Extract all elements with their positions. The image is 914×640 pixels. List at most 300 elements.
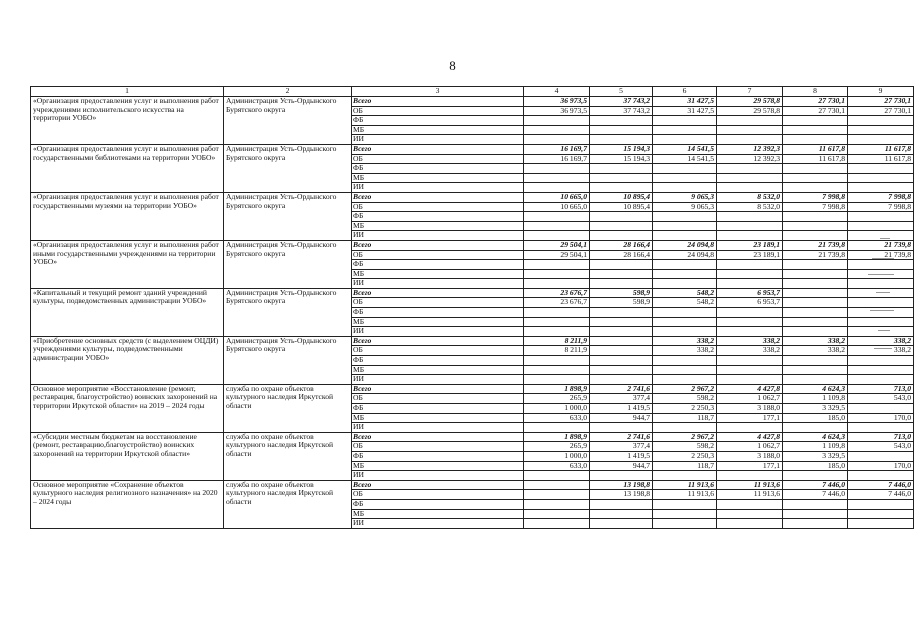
amount-cell: 598,2: [653, 394, 717, 404]
amount-cell: [848, 116, 914, 126]
amount-cell: 7 998,8: [848, 192, 914, 202]
amount-cell: [717, 221, 783, 231]
amount-cell: [653, 231, 717, 241]
amount-cell: 598,2: [653, 442, 717, 452]
amount-cell: 944,7: [590, 461, 653, 471]
amount-cell: [717, 231, 783, 241]
amount-cell: [717, 356, 783, 366]
amount-cell: 633,0: [524, 413, 590, 423]
amount-cell: [783, 509, 848, 519]
funding-source: ИИ: [352, 135, 524, 145]
measure-name: «Организация предоставления услуг и выполнения работ учреждениями исполнительского искусства на территории УОБО»: [31, 97, 224, 145]
amount-cell: [848, 423, 914, 433]
funding-source: МБ: [352, 125, 524, 135]
amount-cell: 10 895,4: [590, 192, 653, 202]
amount-cell: 28 166,4: [590, 250, 653, 260]
amount-cell: 598,9: [590, 288, 653, 298]
amount-cell: 31 427,5: [653, 106, 717, 116]
amount-cell: [653, 116, 717, 126]
table-row: [31, 480, 914, 490]
amount-cell: 1 419,5: [590, 451, 653, 461]
table-row: [31, 384, 914, 394]
amount-cell: 1 898,9: [524, 432, 590, 442]
amount-cell: [783, 356, 848, 366]
amount-cell: [783, 212, 848, 222]
funding-source: МБ: [352, 413, 524, 423]
amount-cell: [653, 260, 717, 270]
amount-cell: [524, 260, 590, 270]
amount-cell: [848, 451, 914, 461]
amount-cell: 24 094,8: [653, 240, 717, 250]
amount-cell: 11 913,6: [653, 490, 717, 500]
amount-cell: [590, 356, 653, 366]
funding-source: ОБ: [352, 442, 524, 452]
amount-cell: 2 741,6: [590, 432, 653, 442]
funding-source: ОБ: [352, 298, 524, 308]
amount-cell: [590, 173, 653, 183]
measure-name: «Субсидии местным бюджетам на восстановление (ремонт, реставрацию,благоустройство) воинских захоронений на территории Иркутской области»: [31, 432, 224, 480]
amount-cell: 23 189,1: [717, 250, 783, 260]
table-row: [31, 336, 914, 346]
funding-source: Всего: [352, 432, 524, 442]
amount-cell: 27 730,1: [783, 97, 848, 107]
funding-source: ИИ: [352, 375, 524, 385]
amount-cell: [524, 519, 590, 529]
funding-source: ФБ: [352, 499, 524, 509]
executor-name: Администрация Усть-Ордынского Бурятского округа: [224, 97, 352, 145]
amount-cell: [848, 509, 914, 519]
amount-cell: [717, 212, 783, 222]
amount-cell: [783, 173, 848, 183]
table-row: [31, 432, 914, 442]
amount-cell: [717, 317, 783, 327]
amount-cell: [653, 269, 717, 279]
amount-cell: [653, 375, 717, 385]
amount-cell: [653, 365, 717, 375]
amount-cell: 7 998,8: [783, 192, 848, 202]
amount-cell: [524, 183, 590, 193]
amount-cell: [653, 423, 717, 433]
amount-cell: 14 541,5: [653, 154, 717, 164]
amount-cell: 11 913,6: [717, 480, 783, 490]
funding-source: ФБ: [352, 451, 524, 461]
column-header: 8: [783, 87, 848, 97]
amount-cell: 9 065,3: [653, 192, 717, 202]
amount-cell: 21 739,8: [848, 240, 914, 250]
amount-cell: [590, 499, 653, 509]
amount-cell: [653, 509, 717, 519]
amount-cell: 11 617,8: [848, 144, 914, 154]
measure-name: Основное мероприятие «Сохранение объектов культурного наследия религиозного назначения» на 2020 – 2024 годы: [31, 480, 224, 528]
amount-cell: [524, 356, 590, 366]
amount-cell: 2 967,2: [653, 432, 717, 442]
amount-cell: [783, 269, 848, 279]
amount-cell: [717, 499, 783, 509]
amount-cell: 23 676,7: [524, 288, 590, 298]
amount-cell: [590, 279, 653, 289]
amount-cell: [717, 327, 783, 337]
funding-source: ОБ: [352, 346, 524, 356]
amount-cell: [783, 164, 848, 174]
amount-cell: 1 000,0: [524, 451, 590, 461]
amount-cell: [590, 509, 653, 519]
amount-cell: [653, 519, 717, 529]
amount-cell: [848, 499, 914, 509]
amount-cell: [653, 173, 717, 183]
amount-cell: [783, 308, 848, 318]
amount-cell: 2 741,6: [590, 384, 653, 394]
amount-cell: 7 446,0: [783, 480, 848, 490]
amount-cell: [524, 490, 590, 500]
amount-cell: [783, 116, 848, 126]
amount-cell: [848, 173, 914, 183]
funding-source: ИИ: [352, 327, 524, 337]
amount-cell: 8 532,0: [717, 192, 783, 202]
amount-cell: [524, 499, 590, 509]
funding-source: МБ: [352, 173, 524, 183]
amount-cell: 4 624,3: [783, 432, 848, 442]
funding-source: ФБ: [352, 212, 524, 222]
amount-cell: [653, 356, 717, 366]
amount-cell: 13 198,8: [590, 490, 653, 500]
amount-cell: 185,0: [783, 413, 848, 423]
amount-cell: 338,2: [717, 336, 783, 346]
amount-cell: 265,9: [524, 442, 590, 452]
amount-cell: [590, 519, 653, 529]
amount-cell: [848, 183, 914, 193]
amount-cell: 27 730,1: [848, 97, 914, 107]
table-row: [31, 240, 914, 250]
amount-cell: 1 062,7: [717, 442, 783, 452]
amount-cell: [717, 471, 783, 481]
amount-cell: 9 065,3: [653, 202, 717, 212]
funding-source: Всего: [352, 240, 524, 250]
amount-cell: 37 743,2: [590, 106, 653, 116]
funding-source: Всего: [352, 144, 524, 154]
amount-cell: 12 392,3: [717, 144, 783, 154]
amount-cell: 14 541,5: [653, 144, 717, 154]
funding-source: ИИ: [352, 279, 524, 289]
funding-source: МБ: [352, 317, 524, 327]
amount-cell: [524, 471, 590, 481]
column-header: 3: [352, 87, 524, 97]
header-row: [31, 87, 914, 97]
amount-cell: 29 504,1: [524, 250, 590, 260]
amount-cell: [590, 471, 653, 481]
amount-cell: [590, 183, 653, 193]
funding-source: ФБ: [352, 308, 524, 318]
amount-cell: 10 665,0: [524, 202, 590, 212]
amount-cell: 21 739,8: [848, 250, 914, 260]
amount-cell: [524, 212, 590, 222]
amount-cell: [524, 365, 590, 375]
amount-cell: 15 194,3: [590, 144, 653, 154]
column-header: 7: [717, 87, 783, 97]
amount-cell: 27 730,1: [848, 106, 914, 116]
funding-source: МБ: [352, 461, 524, 471]
amount-cell: 8 211,9: [524, 336, 590, 346]
amount-cell: [590, 212, 653, 222]
amount-cell: [783, 221, 848, 231]
amount-cell: 713,0: [848, 384, 914, 394]
amount-cell: 338,2: [717, 346, 783, 356]
amount-cell: 31 427,5: [653, 97, 717, 107]
amount-cell: 118,7: [653, 413, 717, 423]
page-number: 8: [449, 58, 456, 73]
amount-cell: [783, 375, 848, 385]
table-row: [31, 97, 914, 107]
column-header: 2: [224, 87, 352, 97]
amount-cell: [590, 269, 653, 279]
amount-cell: 29 578,8: [717, 106, 783, 116]
funding-source: Всего: [352, 384, 524, 394]
amount-cell: [783, 183, 848, 193]
amount-cell: 338,2: [783, 346, 848, 356]
amount-cell: 338,2: [653, 346, 717, 356]
amount-cell: [653, 279, 717, 289]
amount-cell: 338,2: [783, 336, 848, 346]
funding-source: ИИ: [352, 423, 524, 433]
funding-source: ИИ: [352, 183, 524, 193]
amount-cell: [783, 471, 848, 481]
amount-cell: 944,7: [590, 413, 653, 423]
amount-cell: [848, 519, 914, 529]
executor-name: служба по охране объектов культурного наследия Иркутской области: [224, 480, 352, 528]
funding-source: Всего: [352, 97, 524, 107]
amount-cell: [524, 375, 590, 385]
amount-cell: [524, 125, 590, 135]
amount-cell: [717, 164, 783, 174]
amount-cell: 11 913,6: [717, 490, 783, 500]
funding-source: Всего: [352, 192, 524, 202]
amount-cell: [590, 375, 653, 385]
column-header: 1: [31, 87, 224, 97]
amount-cell: [590, 164, 653, 174]
amount-cell: [653, 308, 717, 318]
amount-cell: 548,2: [653, 298, 717, 308]
amount-cell: 11 617,8: [783, 144, 848, 154]
amount-cell: [524, 279, 590, 289]
measure-name: «Организация предоставления услуг и выполнения работ иными государственными учреждениями на территории УОБО»: [31, 240, 224, 288]
amount-cell: 185,0: [783, 461, 848, 471]
amount-cell: 29 504,1: [524, 240, 590, 250]
funding-source: ФБ: [352, 164, 524, 174]
funding-source: ОБ: [352, 394, 524, 404]
funding-source: ФБ: [352, 116, 524, 126]
executor-name: Администрация Усть-Ордынского Бурятского округа: [224, 240, 352, 288]
amount-cell: 10 895,4: [590, 202, 653, 212]
amount-cell: [717, 269, 783, 279]
amount-cell: [717, 519, 783, 529]
amount-cell: [848, 212, 914, 222]
amount-cell: [717, 308, 783, 318]
amount-cell: 338,2: [848, 346, 914, 356]
amount-cell: [590, 327, 653, 337]
amount-cell: 4 624,3: [783, 384, 848, 394]
funding-source: ОБ: [352, 154, 524, 164]
amount-cell: [848, 471, 914, 481]
amount-cell: [783, 423, 848, 433]
amount-cell: [783, 327, 848, 337]
funding-source: МБ: [352, 365, 524, 375]
amount-cell: [717, 173, 783, 183]
measure-name: «Организация предоставления услуг и выполнения работ государственными музеями на территории УОБО»: [31, 192, 224, 240]
funding-source: МБ: [352, 221, 524, 231]
measure-name: «Приобретение основных средств (с выделением ОЦДИ) учреждениями культуры, подведомственными администрации УОБО»: [31, 336, 224, 384]
funding-source: ОБ: [352, 106, 524, 116]
amount-cell: [717, 365, 783, 375]
amount-cell: 377,4: [590, 394, 653, 404]
funding-source: ИИ: [352, 471, 524, 481]
amount-cell: 11 617,8: [848, 154, 914, 164]
amount-cell: 7 998,8: [783, 202, 848, 212]
amount-cell: 16 169,7: [524, 154, 590, 164]
amount-cell: 16 169,7: [524, 144, 590, 154]
amount-cell: 8 532,0: [717, 202, 783, 212]
funding-source: ОБ: [352, 202, 524, 212]
amount-cell: [848, 404, 914, 414]
amount-cell: 7 446,0: [848, 480, 914, 490]
amount-cell: [653, 327, 717, 337]
amount-cell: [717, 509, 783, 519]
amount-cell: 28 166,4: [590, 240, 653, 250]
amount-cell: [590, 317, 653, 327]
amount-cell: [848, 375, 914, 385]
amount-cell: 4 427,8: [717, 432, 783, 442]
funding-source: Всего: [352, 288, 524, 298]
amount-cell: 3 188,0: [717, 451, 783, 461]
amount-cell: 10 665,0: [524, 192, 590, 202]
table-row: [31, 192, 914, 202]
amount-cell: [653, 125, 717, 135]
funding-source: ОБ: [352, 250, 524, 260]
table-row: [31, 288, 914, 298]
amount-cell: [590, 116, 653, 126]
amount-cell: 7 446,0: [783, 490, 848, 500]
amount-cell: [717, 260, 783, 270]
funding-source: МБ: [352, 269, 524, 279]
amount-cell: 21 739,8: [783, 250, 848, 260]
amount-cell: 170,0: [848, 461, 914, 471]
amount-cell: [524, 269, 590, 279]
amount-cell: 377,4: [590, 442, 653, 452]
amount-cell: 13 198,8: [590, 480, 653, 490]
amount-cell: 3 329,5: [783, 451, 848, 461]
amount-cell: [783, 279, 848, 289]
amount-cell: [717, 116, 783, 126]
amount-cell: 543,0: [848, 442, 914, 452]
amount-cell: 1 000,0: [524, 404, 590, 414]
amount-cell: [524, 509, 590, 519]
amount-cell: 338,2: [653, 336, 717, 346]
amount-cell: 29 578,8: [717, 97, 783, 107]
amount-cell: [524, 231, 590, 241]
funding-source: Всего: [352, 480, 524, 490]
amount-cell: [590, 336, 653, 346]
amount-cell: [653, 221, 717, 231]
amount-cell: [524, 221, 590, 231]
amount-cell: [717, 183, 783, 193]
amount-cell: 1 419,5: [590, 404, 653, 414]
amount-cell: [524, 308, 590, 318]
amount-cell: 36 973,5: [524, 106, 590, 116]
amount-cell: 27 730,1: [783, 106, 848, 116]
amount-cell: 15 194,3: [590, 154, 653, 164]
margin-scribbles: [866, 230, 902, 370]
amount-cell: [590, 365, 653, 375]
amount-cell: 177,1: [717, 413, 783, 423]
amount-cell: [717, 125, 783, 135]
column-header: 4: [524, 87, 590, 97]
measure-name: «Капитальный и текущий ремонт зданий учреждений культуры, подведомственных администрации УОБО»: [31, 288, 224, 336]
amount-cell: 3 188,0: [717, 404, 783, 414]
amount-cell: 8 211,9: [524, 346, 590, 356]
amount-cell: 3 329,5: [783, 404, 848, 414]
measure-name: Основное мероприятие «Восстановление (ремонт, реставрация, благоустройство) воинских захоронений на территории Иркутской области» на 2019 – 2024 годы: [31, 384, 224, 432]
amount-cell: 713,0: [848, 432, 914, 442]
amount-cell: [524, 423, 590, 433]
amount-cell: 548,2: [653, 288, 717, 298]
amount-cell: [590, 221, 653, 231]
amount-cell: 2 250,3: [653, 404, 717, 414]
amount-cell: 7 446,0: [848, 490, 914, 500]
amount-cell: 21 739,8: [783, 240, 848, 250]
amount-cell: 2 967,2: [653, 384, 717, 394]
measure-name: «Организация предоставления услуг и выполнения работ государственными библиотеками на территории УОБО»: [31, 144, 224, 192]
column-header: 9: [848, 87, 914, 97]
amount-cell: [717, 423, 783, 433]
amount-cell: [524, 173, 590, 183]
amount-cell: 4 427,8: [717, 384, 783, 394]
amount-cell: [653, 471, 717, 481]
amount-cell: [783, 260, 848, 270]
amount-cell: 12 392,3: [717, 154, 783, 164]
amount-cell: 6 953,7: [717, 298, 783, 308]
funding-source: ИИ: [352, 231, 524, 241]
amount-cell: 11 913,6: [653, 480, 717, 490]
amount-cell: 1 109,8: [783, 394, 848, 404]
funding-source: ФБ: [352, 260, 524, 270]
executor-name: служба по охране объектов культурного наследия Иркутской области: [224, 432, 352, 480]
amount-cell: [524, 164, 590, 174]
funding-source: ФБ: [352, 356, 524, 366]
amount-cell: [524, 327, 590, 337]
amount-cell: 543,0: [848, 394, 914, 404]
amount-cell: 1 062,7: [717, 394, 783, 404]
amount-cell: 6 953,7: [717, 288, 783, 298]
budget-table: [30, 86, 914, 529]
column-header: 6: [653, 87, 717, 97]
amount-cell: 265,9: [524, 394, 590, 404]
amount-cell: 118,7: [653, 461, 717, 471]
amount-cell: 170,0: [848, 413, 914, 423]
funding-source: Всего: [352, 336, 524, 346]
amount-cell: 1 898,9: [524, 384, 590, 394]
funding-source: ИИ: [352, 519, 524, 529]
funding-source: МБ: [352, 509, 524, 519]
amount-cell: [653, 499, 717, 509]
executor-name: Администрация Усть-Ордынского Бурятского округа: [224, 288, 352, 336]
amount-cell: 23 189,1: [717, 240, 783, 250]
amount-cell: [524, 116, 590, 126]
amount-cell: [848, 164, 914, 174]
amount-cell: 37 743,2: [590, 97, 653, 107]
amount-cell: 36 973,5: [524, 97, 590, 107]
executor-name: Администрация Усть-Ордынского Бурятского округа: [224, 192, 352, 240]
funding-source: ФБ: [352, 404, 524, 414]
column-header: 5: [590, 87, 653, 97]
amount-cell: [653, 317, 717, 327]
